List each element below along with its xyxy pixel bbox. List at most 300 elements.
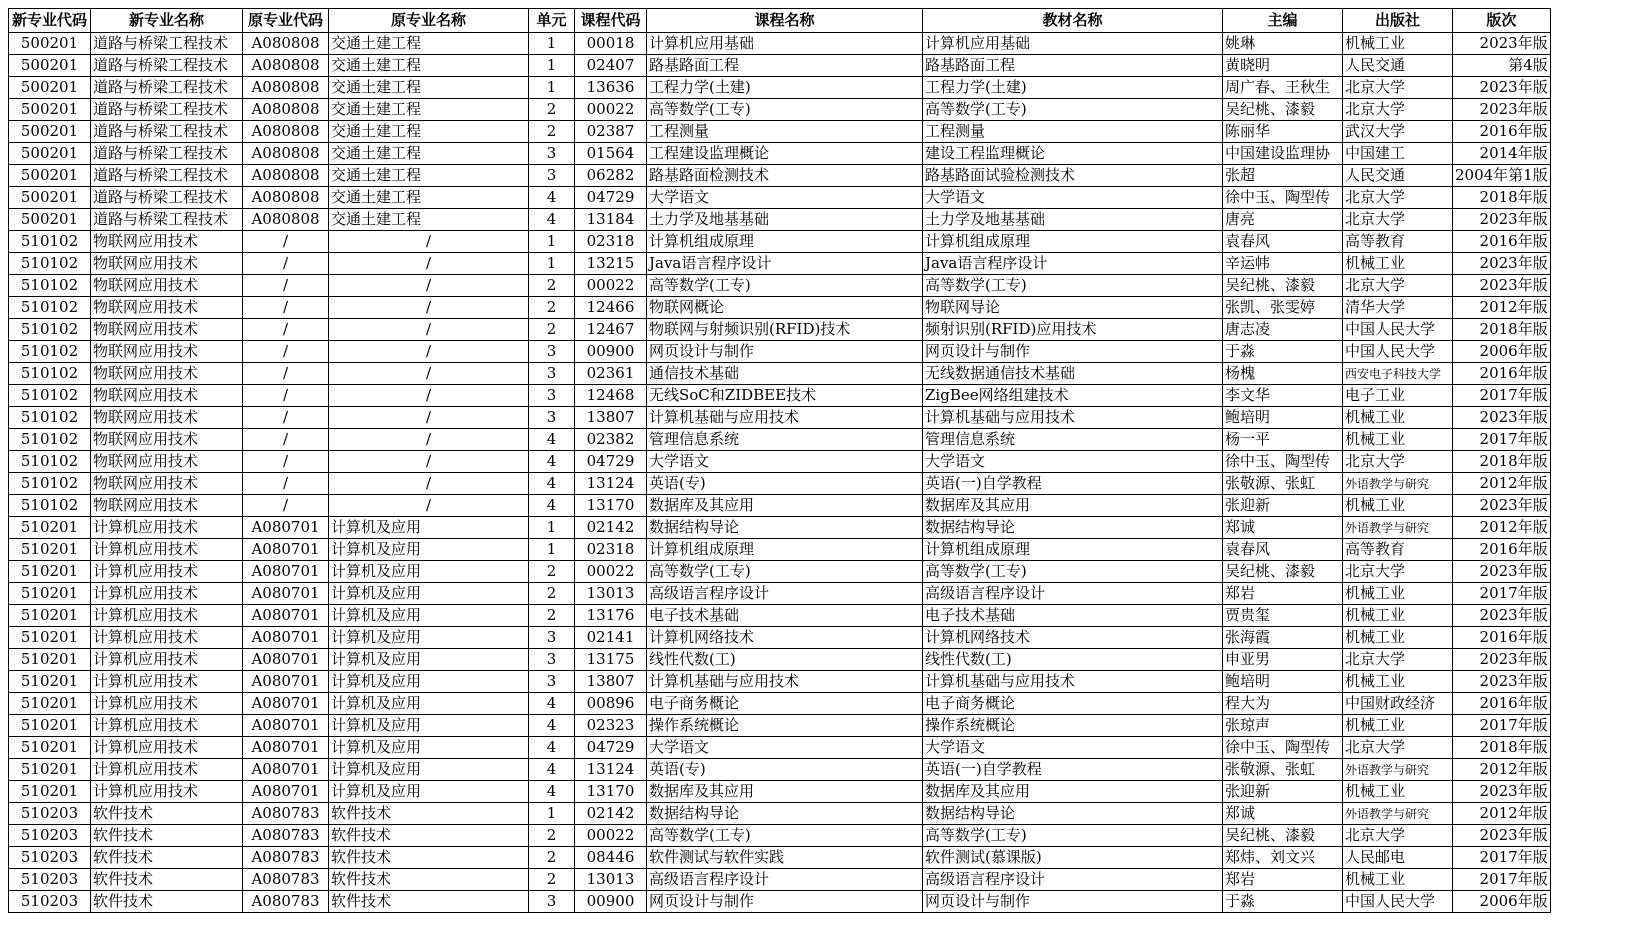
cell-old-major-code: A080808 xyxy=(243,121,329,143)
cell-old-major-name: 计算机及应用 xyxy=(329,649,529,671)
cell-publisher: 机械工业 xyxy=(1343,429,1453,451)
cell-textbook-name: 数据库及其应用 xyxy=(923,781,1223,803)
cell-old-major-code: / xyxy=(243,319,329,341)
cell-unit: 4 xyxy=(529,715,575,737)
cell-editor: 吴纪桃、漆毅 xyxy=(1223,561,1343,583)
cell-edition: 2017年版 xyxy=(1453,385,1551,407)
cell-editor: 郑岩 xyxy=(1223,869,1343,891)
cell-textbook-name: 高等数学(工专) xyxy=(923,561,1223,583)
cell-unit: 3 xyxy=(529,143,575,165)
cell-publisher: 北京大学 xyxy=(1343,275,1453,297)
cell-unit: 1 xyxy=(529,33,575,55)
cell-edition: 2018年版 xyxy=(1453,737,1551,759)
table-row xyxy=(9,341,1551,363)
cell-textbook-name: 计算机组成原理 xyxy=(923,231,1223,253)
cell-editor: 杨槐 xyxy=(1223,363,1343,385)
cell-new-major-name: 道路与桥梁工程技术 xyxy=(91,143,243,165)
cell-unit: 3 xyxy=(529,671,575,693)
cell-old-major-code: A080783 xyxy=(243,891,329,913)
cell-course-name: 计算机组成原理 xyxy=(647,539,923,561)
cell-textbook-name: 计算机网络技术 xyxy=(923,627,1223,649)
cell-editor: 贾贵玺 xyxy=(1223,605,1343,627)
cell-editor: 辛运帏 xyxy=(1223,253,1343,275)
cell-edition: 2023年版 xyxy=(1453,649,1551,671)
cell-edition: 2012年版 xyxy=(1453,803,1551,825)
cell-course-code: 02142 xyxy=(575,517,647,539)
cell-course-name: 土力学及地基基础 xyxy=(647,209,923,231)
cell-unit: 1 xyxy=(529,55,575,77)
cell-edition: 2016年版 xyxy=(1453,627,1551,649)
cell-course-code: 13013 xyxy=(575,869,647,891)
cell-textbook-name: 管理信息系统 xyxy=(923,429,1223,451)
table-row xyxy=(9,77,1551,99)
cell-edition: 2016年版 xyxy=(1453,539,1551,561)
cell-editor: 郑炜、刘文兴 xyxy=(1223,847,1343,869)
cell-old-major-name: / xyxy=(329,297,529,319)
table-row xyxy=(9,781,1551,803)
cell-old-major-name: / xyxy=(329,253,529,275)
cell-course-name: 操作系统概论 xyxy=(647,715,923,737)
cell-publisher: 人民邮电 xyxy=(1343,847,1453,869)
cell-old-major-name: 计算机及应用 xyxy=(329,671,529,693)
cell-new-major-name: 物联网应用技术 xyxy=(91,319,243,341)
cell-new-major-name: 物联网应用技术 xyxy=(91,275,243,297)
cell-course-code: 13170 xyxy=(575,781,647,803)
cell-editor: 张迎新 xyxy=(1223,495,1343,517)
cell-old-major-name: / xyxy=(329,407,529,429)
cell-course-code: 00900 xyxy=(575,341,647,363)
cell-new-major-code: 510203 xyxy=(9,825,91,847)
cell-old-major-code: A080701 xyxy=(243,561,329,583)
cell-publisher: 北京大学 xyxy=(1343,209,1453,231)
cell-old-major-name: / xyxy=(329,451,529,473)
table-row xyxy=(9,187,1551,209)
table-row xyxy=(9,473,1551,495)
cell-editor: 袁春风 xyxy=(1223,539,1343,561)
cell-old-major-name: 交通土建工程 xyxy=(329,209,529,231)
header-editor: 主编 xyxy=(1223,9,1343,33)
cell-edition: 2016年版 xyxy=(1453,231,1551,253)
header-textbook-name: 教材名称 xyxy=(923,9,1223,33)
cell-edition: 2023年版 xyxy=(1453,275,1551,297)
cell-unit: 2 xyxy=(529,561,575,583)
cell-publisher: 中国人民大学 xyxy=(1343,891,1453,913)
cell-edition: 2018年版 xyxy=(1453,319,1551,341)
cell-old-major-code: / xyxy=(243,407,329,429)
cell-unit: 3 xyxy=(529,165,575,187)
cell-publisher: 外语教学与研究 xyxy=(1343,517,1453,539)
cell-publisher: 中国财政经济 xyxy=(1343,693,1453,715)
cell-old-major-name: 软件技术 xyxy=(329,869,529,891)
cell-course-code: 13124 xyxy=(575,473,647,495)
cell-course-name: 工程建设监理概论 xyxy=(647,143,923,165)
cell-course-code: 13175 xyxy=(575,649,647,671)
cell-course-name: 软件测试与软件实践 xyxy=(647,847,923,869)
cell-publisher: 北京大学 xyxy=(1343,825,1453,847)
cell-edition: 2017年版 xyxy=(1453,715,1551,737)
cell-unit: 4 xyxy=(529,187,575,209)
cell-textbook-name: 数据结构导论 xyxy=(923,517,1223,539)
cell-old-major-code: / xyxy=(243,231,329,253)
cell-course-code: 02382 xyxy=(575,429,647,451)
cell-course-code: 00022 xyxy=(575,825,647,847)
cell-new-major-code: 500201 xyxy=(9,165,91,187)
cell-course-name: Java语言程序设计 xyxy=(647,253,923,275)
cell-new-major-name: 道路与桥梁工程技术 xyxy=(91,33,243,55)
cell-course-name: 工程测量 xyxy=(647,121,923,143)
cell-old-major-name: 交通土建工程 xyxy=(329,77,529,99)
cell-textbook-name: 电子商务概论 xyxy=(923,693,1223,715)
cell-publisher: 高等教育 xyxy=(1343,231,1453,253)
cell-old-major-name: 计算机及应用 xyxy=(329,737,529,759)
cell-editor: 鲍培明 xyxy=(1223,671,1343,693)
cell-new-major-code: 510201 xyxy=(9,539,91,561)
table-row xyxy=(9,583,1551,605)
cell-old-major-name: 交通土建工程 xyxy=(329,99,529,121)
cell-editor: 于淼 xyxy=(1223,891,1343,913)
table-row xyxy=(9,385,1551,407)
cell-course-name: 高等数学(工专) xyxy=(647,99,923,121)
cell-course-name: 高级语言程序设计 xyxy=(647,869,923,891)
cell-course-code: 12468 xyxy=(575,385,647,407)
cell-new-major-name: 道路与桥梁工程技术 xyxy=(91,165,243,187)
cell-edition: 2023年版 xyxy=(1453,781,1551,803)
cell-old-major-code: A080808 xyxy=(243,209,329,231)
cell-old-major-code: A080808 xyxy=(243,55,329,77)
cell-old-major-name: 交通土建工程 xyxy=(329,55,529,77)
cell-new-major-name: 物联网应用技术 xyxy=(91,363,243,385)
cell-new-major-code: 500201 xyxy=(9,77,91,99)
cell-course-name: 计算机组成原理 xyxy=(647,231,923,253)
cell-course-name: 线性代数(工) xyxy=(647,649,923,671)
cell-edition: 第4版 xyxy=(1453,55,1551,77)
cell-old-major-code: A080808 xyxy=(243,77,329,99)
cell-publisher: 北京大学 xyxy=(1343,649,1453,671)
cell-unit: 2 xyxy=(529,869,575,891)
header-unit: 单元 xyxy=(529,9,575,33)
cell-publisher: 机械工业 xyxy=(1343,33,1453,55)
cell-course-code: 00896 xyxy=(575,693,647,715)
cell-old-major-name: 软件技术 xyxy=(329,825,529,847)
cell-course-code: 04729 xyxy=(575,187,647,209)
cell-old-major-code: A080701 xyxy=(243,693,329,715)
table-row xyxy=(9,55,1551,77)
table-row xyxy=(9,825,1551,847)
cell-textbook-name: 频射识别(RFID)应用技术 xyxy=(923,319,1223,341)
cell-publisher: 机械工业 xyxy=(1343,253,1453,275)
table-row xyxy=(9,715,1551,737)
cell-course-name: 通信技术基础 xyxy=(647,363,923,385)
cell-course-code: 06282 xyxy=(575,165,647,187)
cell-old-major-name: 计算机及应用 xyxy=(329,517,529,539)
cell-course-name: 工程力学(土建) xyxy=(647,77,923,99)
cell-new-major-code: 500201 xyxy=(9,121,91,143)
cell-old-major-code: A080808 xyxy=(243,99,329,121)
cell-edition: 2023年版 xyxy=(1453,561,1551,583)
cell-old-major-code: A080808 xyxy=(243,143,329,165)
cell-old-major-name: 计算机及应用 xyxy=(329,627,529,649)
cell-edition: 2012年版 xyxy=(1453,517,1551,539)
cell-old-major-name: 软件技术 xyxy=(329,803,529,825)
cell-course-code: 02323 xyxy=(575,715,647,737)
cell-textbook-name: 电子技术基础 xyxy=(923,605,1223,627)
cell-new-major-name: 物联网应用技术 xyxy=(91,451,243,473)
table-row xyxy=(9,231,1551,253)
cell-unit: 4 xyxy=(529,759,575,781)
header-course-code: 课程代码 xyxy=(575,9,647,33)
cell-old-major-code: A080701 xyxy=(243,605,329,627)
cell-textbook-name: 线性代数(工) xyxy=(923,649,1223,671)
cell-textbook-name: 高级语言程序设计 xyxy=(923,583,1223,605)
cell-edition: 2023年版 xyxy=(1453,605,1551,627)
cell-editor: 吴纪桃、漆毅 xyxy=(1223,99,1343,121)
cell-old-major-name: 计算机及应用 xyxy=(329,781,529,803)
cell-course-name: 计算机基础与应用技术 xyxy=(647,671,923,693)
cell-unit: 4 xyxy=(529,451,575,473)
cell-new-major-code: 510201 xyxy=(9,759,91,781)
cell-edition: 2004年第1版 xyxy=(1453,165,1551,187)
cell-new-major-code: 500201 xyxy=(9,143,91,165)
cell-edition: 2012年版 xyxy=(1453,759,1551,781)
cell-unit: 1 xyxy=(529,539,575,561)
cell-publisher: 机械工业 xyxy=(1343,781,1453,803)
cell-new-major-code: 510102 xyxy=(9,407,91,429)
cell-old-major-code: A080808 xyxy=(243,187,329,209)
cell-new-major-code: 510102 xyxy=(9,297,91,319)
cell-course-name: 数据库及其应用 xyxy=(647,781,923,803)
cell-new-major-name: 道路与桥梁工程技术 xyxy=(91,55,243,77)
cell-unit: 1 xyxy=(529,231,575,253)
cell-textbook-name: 数据库及其应用 xyxy=(923,495,1223,517)
cell-new-major-code: 510203 xyxy=(9,891,91,913)
cell-old-major-name: / xyxy=(329,429,529,451)
cell-new-major-name: 软件技术 xyxy=(91,847,243,869)
cell-new-major-name: 计算机应用技术 xyxy=(91,561,243,583)
cell-publisher: 机械工业 xyxy=(1343,583,1453,605)
cell-editor: 张敬源、张虹 xyxy=(1223,473,1343,495)
cell-new-major-code: 510102 xyxy=(9,275,91,297)
cell-editor: 张敬源、张虹 xyxy=(1223,759,1343,781)
cell-course-name: 数据结构导论 xyxy=(647,803,923,825)
cell-publisher: 北京大学 xyxy=(1343,737,1453,759)
cell-new-major-code: 510102 xyxy=(9,231,91,253)
cell-course-name: 计算机基础与应用技术 xyxy=(647,407,923,429)
cell-new-major-code: 510201 xyxy=(9,693,91,715)
cell-unit: 2 xyxy=(529,825,575,847)
cell-course-name: 数据库及其应用 xyxy=(647,495,923,517)
cell-edition: 2006年版 xyxy=(1453,891,1551,913)
cell-editor: 张琼声 xyxy=(1223,715,1343,737)
cell-textbook-name: 路基路面工程 xyxy=(923,55,1223,77)
cell-old-major-name: 计算机及应用 xyxy=(329,605,529,627)
cell-course-code: 02141 xyxy=(575,627,647,649)
table-row xyxy=(9,275,1551,297)
cell-old-major-code: / xyxy=(243,341,329,363)
cell-course-code: 04729 xyxy=(575,451,647,473)
cell-new-major-code: 500201 xyxy=(9,33,91,55)
cell-editor: 郑诚 xyxy=(1223,803,1343,825)
cell-old-major-name: / xyxy=(329,319,529,341)
cell-course-name: 大学语文 xyxy=(647,187,923,209)
cell-publisher: 人民交通 xyxy=(1343,165,1453,187)
cell-old-major-code: A080701 xyxy=(243,715,329,737)
cell-new-major-code: 510201 xyxy=(9,627,91,649)
cell-course-name: 路基路面检测技术 xyxy=(647,165,923,187)
cell-textbook-name: 路基路面试验检测技术 xyxy=(923,165,1223,187)
cell-old-major-code: A080701 xyxy=(243,649,329,671)
cell-old-major-code: A080701 xyxy=(243,517,329,539)
cell-editor: 张迎新 xyxy=(1223,781,1343,803)
cell-old-major-name: 计算机及应用 xyxy=(329,539,529,561)
table-row xyxy=(9,407,1551,429)
cell-unit: 2 xyxy=(529,847,575,869)
cell-textbook-name: 高级语言程序设计 xyxy=(923,869,1223,891)
cell-new-major-name: 物联网应用技术 xyxy=(91,231,243,253)
table-row xyxy=(9,319,1551,341)
cell-publisher: 北京大学 xyxy=(1343,99,1453,121)
cell-old-major-code: A080783 xyxy=(243,803,329,825)
cell-new-major-code: 500201 xyxy=(9,209,91,231)
cell-old-major-code: A080808 xyxy=(243,165,329,187)
cell-publisher: 机械工业 xyxy=(1343,715,1453,737)
cell-course-code: 02142 xyxy=(575,803,647,825)
cell-editor: 于淼 xyxy=(1223,341,1343,363)
cell-old-major-name: 计算机及应用 xyxy=(329,715,529,737)
cell-unit: 2 xyxy=(529,319,575,341)
cell-new-major-name: 计算机应用技术 xyxy=(91,517,243,539)
cell-old-major-code: / xyxy=(243,275,329,297)
cell-course-name: 英语(专) xyxy=(647,759,923,781)
cell-publisher: 西安电子科技大学 xyxy=(1343,363,1453,385)
cell-new-major-code: 500201 xyxy=(9,99,91,121)
cell-old-major-code: A080783 xyxy=(243,847,329,869)
cell-course-name: 管理信息系统 xyxy=(647,429,923,451)
cell-editor: 中国建设监理协 xyxy=(1223,143,1343,165)
cell-course-name: 高等数学(工专) xyxy=(647,825,923,847)
cell-textbook-name: 工程力学(土建) xyxy=(923,77,1223,99)
cell-new-major-name: 物联网应用技术 xyxy=(91,385,243,407)
cell-textbook-name: 土力学及地基基础 xyxy=(923,209,1223,231)
cell-old-major-code: / xyxy=(243,385,329,407)
cell-old-major-name: 交通土建工程 xyxy=(329,165,529,187)
cell-new-major-code: 500201 xyxy=(9,55,91,77)
cell-new-major-name: 计算机应用技术 xyxy=(91,649,243,671)
cell-new-major-name: 软件技术 xyxy=(91,825,243,847)
cell-old-major-code: / xyxy=(243,429,329,451)
cell-new-major-name: 计算机应用技术 xyxy=(91,781,243,803)
cell-publisher: 外语教学与研究 xyxy=(1343,473,1453,495)
cell-old-major-code: A080701 xyxy=(243,627,329,649)
table-row xyxy=(9,121,1551,143)
cell-new-major-code: 510201 xyxy=(9,605,91,627)
cell-new-major-code: 510201 xyxy=(9,517,91,539)
cell-unit: 1 xyxy=(529,803,575,825)
header-publisher: 出版社 xyxy=(1343,9,1453,33)
cell-publisher: 电子工业 xyxy=(1343,385,1453,407)
table-row xyxy=(9,209,1551,231)
cell-publisher: 外语教学与研究 xyxy=(1343,759,1453,781)
cell-editor: 申亚男 xyxy=(1223,649,1343,671)
header-row xyxy=(9,9,1551,33)
cell-unit: 2 xyxy=(529,605,575,627)
cell-course-name: 电子商务概论 xyxy=(647,693,923,715)
cell-publisher: 清华大学 xyxy=(1343,297,1453,319)
cell-course-name: 数据结构导论 xyxy=(647,517,923,539)
cell-new-major-code: 510102 xyxy=(9,319,91,341)
cell-course-code: 00022 xyxy=(575,561,647,583)
cell-course-code: 00900 xyxy=(575,891,647,913)
cell-unit: 4 xyxy=(529,693,575,715)
cell-editor: 徐中玉、陶型传 xyxy=(1223,451,1343,473)
cell-new-major-code: 510102 xyxy=(9,341,91,363)
cell-edition: 2023年版 xyxy=(1453,77,1551,99)
cell-edition: 2017年版 xyxy=(1453,869,1551,891)
cell-course-code: 00022 xyxy=(575,99,647,121)
cell-course-code: 00022 xyxy=(575,275,647,297)
cell-unit: 1 xyxy=(529,77,575,99)
cell-new-major-name: 软件技术 xyxy=(91,803,243,825)
table-row xyxy=(9,561,1551,583)
cell-new-major-name: 道路与桥梁工程技术 xyxy=(91,77,243,99)
cell-publisher: 北京大学 xyxy=(1343,561,1453,583)
table-row xyxy=(9,297,1551,319)
cell-course-name: 路基路面工程 xyxy=(647,55,923,77)
table-row xyxy=(9,737,1551,759)
cell-new-major-code: 510201 xyxy=(9,715,91,737)
cell-publisher: 外语教学与研究 xyxy=(1343,803,1453,825)
table-row xyxy=(9,803,1551,825)
table-body xyxy=(9,33,1551,913)
cell-textbook-name: 网页设计与制作 xyxy=(923,341,1223,363)
table-row xyxy=(9,627,1551,649)
cell-publisher: 武汉大学 xyxy=(1343,121,1453,143)
cell-old-major-name: / xyxy=(329,275,529,297)
cell-unit: 4 xyxy=(529,429,575,451)
cell-publisher: 机械工业 xyxy=(1343,671,1453,693)
table-row xyxy=(9,253,1551,275)
cell-course-code: 13215 xyxy=(575,253,647,275)
cell-new-major-code: 510102 xyxy=(9,473,91,495)
cell-course-code: 02318 xyxy=(575,231,647,253)
cell-textbook-name: 高等数学(工专) xyxy=(923,275,1223,297)
cell-textbook-name: 无线数据通信技术基础 xyxy=(923,363,1223,385)
cell-editor: 李文华 xyxy=(1223,385,1343,407)
cell-edition: 2023年版 xyxy=(1453,209,1551,231)
cell-course-code: 12467 xyxy=(575,319,647,341)
cell-course-name: 计算机应用基础 xyxy=(647,33,923,55)
cell-course-code: 13176 xyxy=(575,605,647,627)
cell-new-major-code: 510102 xyxy=(9,429,91,451)
cell-old-major-code: A080701 xyxy=(243,781,329,803)
cell-course-code: 01564 xyxy=(575,143,647,165)
cell-publisher: 中国建工 xyxy=(1343,143,1453,165)
cell-old-major-name: 计算机及应用 xyxy=(329,583,529,605)
cell-course-code: 08446 xyxy=(575,847,647,869)
table-row xyxy=(9,605,1551,627)
cell-editor: 吴纪桃、漆毅 xyxy=(1223,825,1343,847)
cell-edition: 2012年版 xyxy=(1453,297,1551,319)
table-row xyxy=(9,539,1551,561)
cell-unit: 3 xyxy=(529,891,575,913)
cell-textbook-name: 高等数学(工专) xyxy=(923,99,1223,121)
cell-new-major-code: 510201 xyxy=(9,583,91,605)
cell-unit: 1 xyxy=(529,517,575,539)
cell-new-major-name: 计算机应用技术 xyxy=(91,627,243,649)
cell-publisher: 北京大学 xyxy=(1343,451,1453,473)
cell-editor: 郑岩 xyxy=(1223,583,1343,605)
cell-course-code: 13170 xyxy=(575,495,647,517)
cell-edition: 2023年版 xyxy=(1453,253,1551,275)
